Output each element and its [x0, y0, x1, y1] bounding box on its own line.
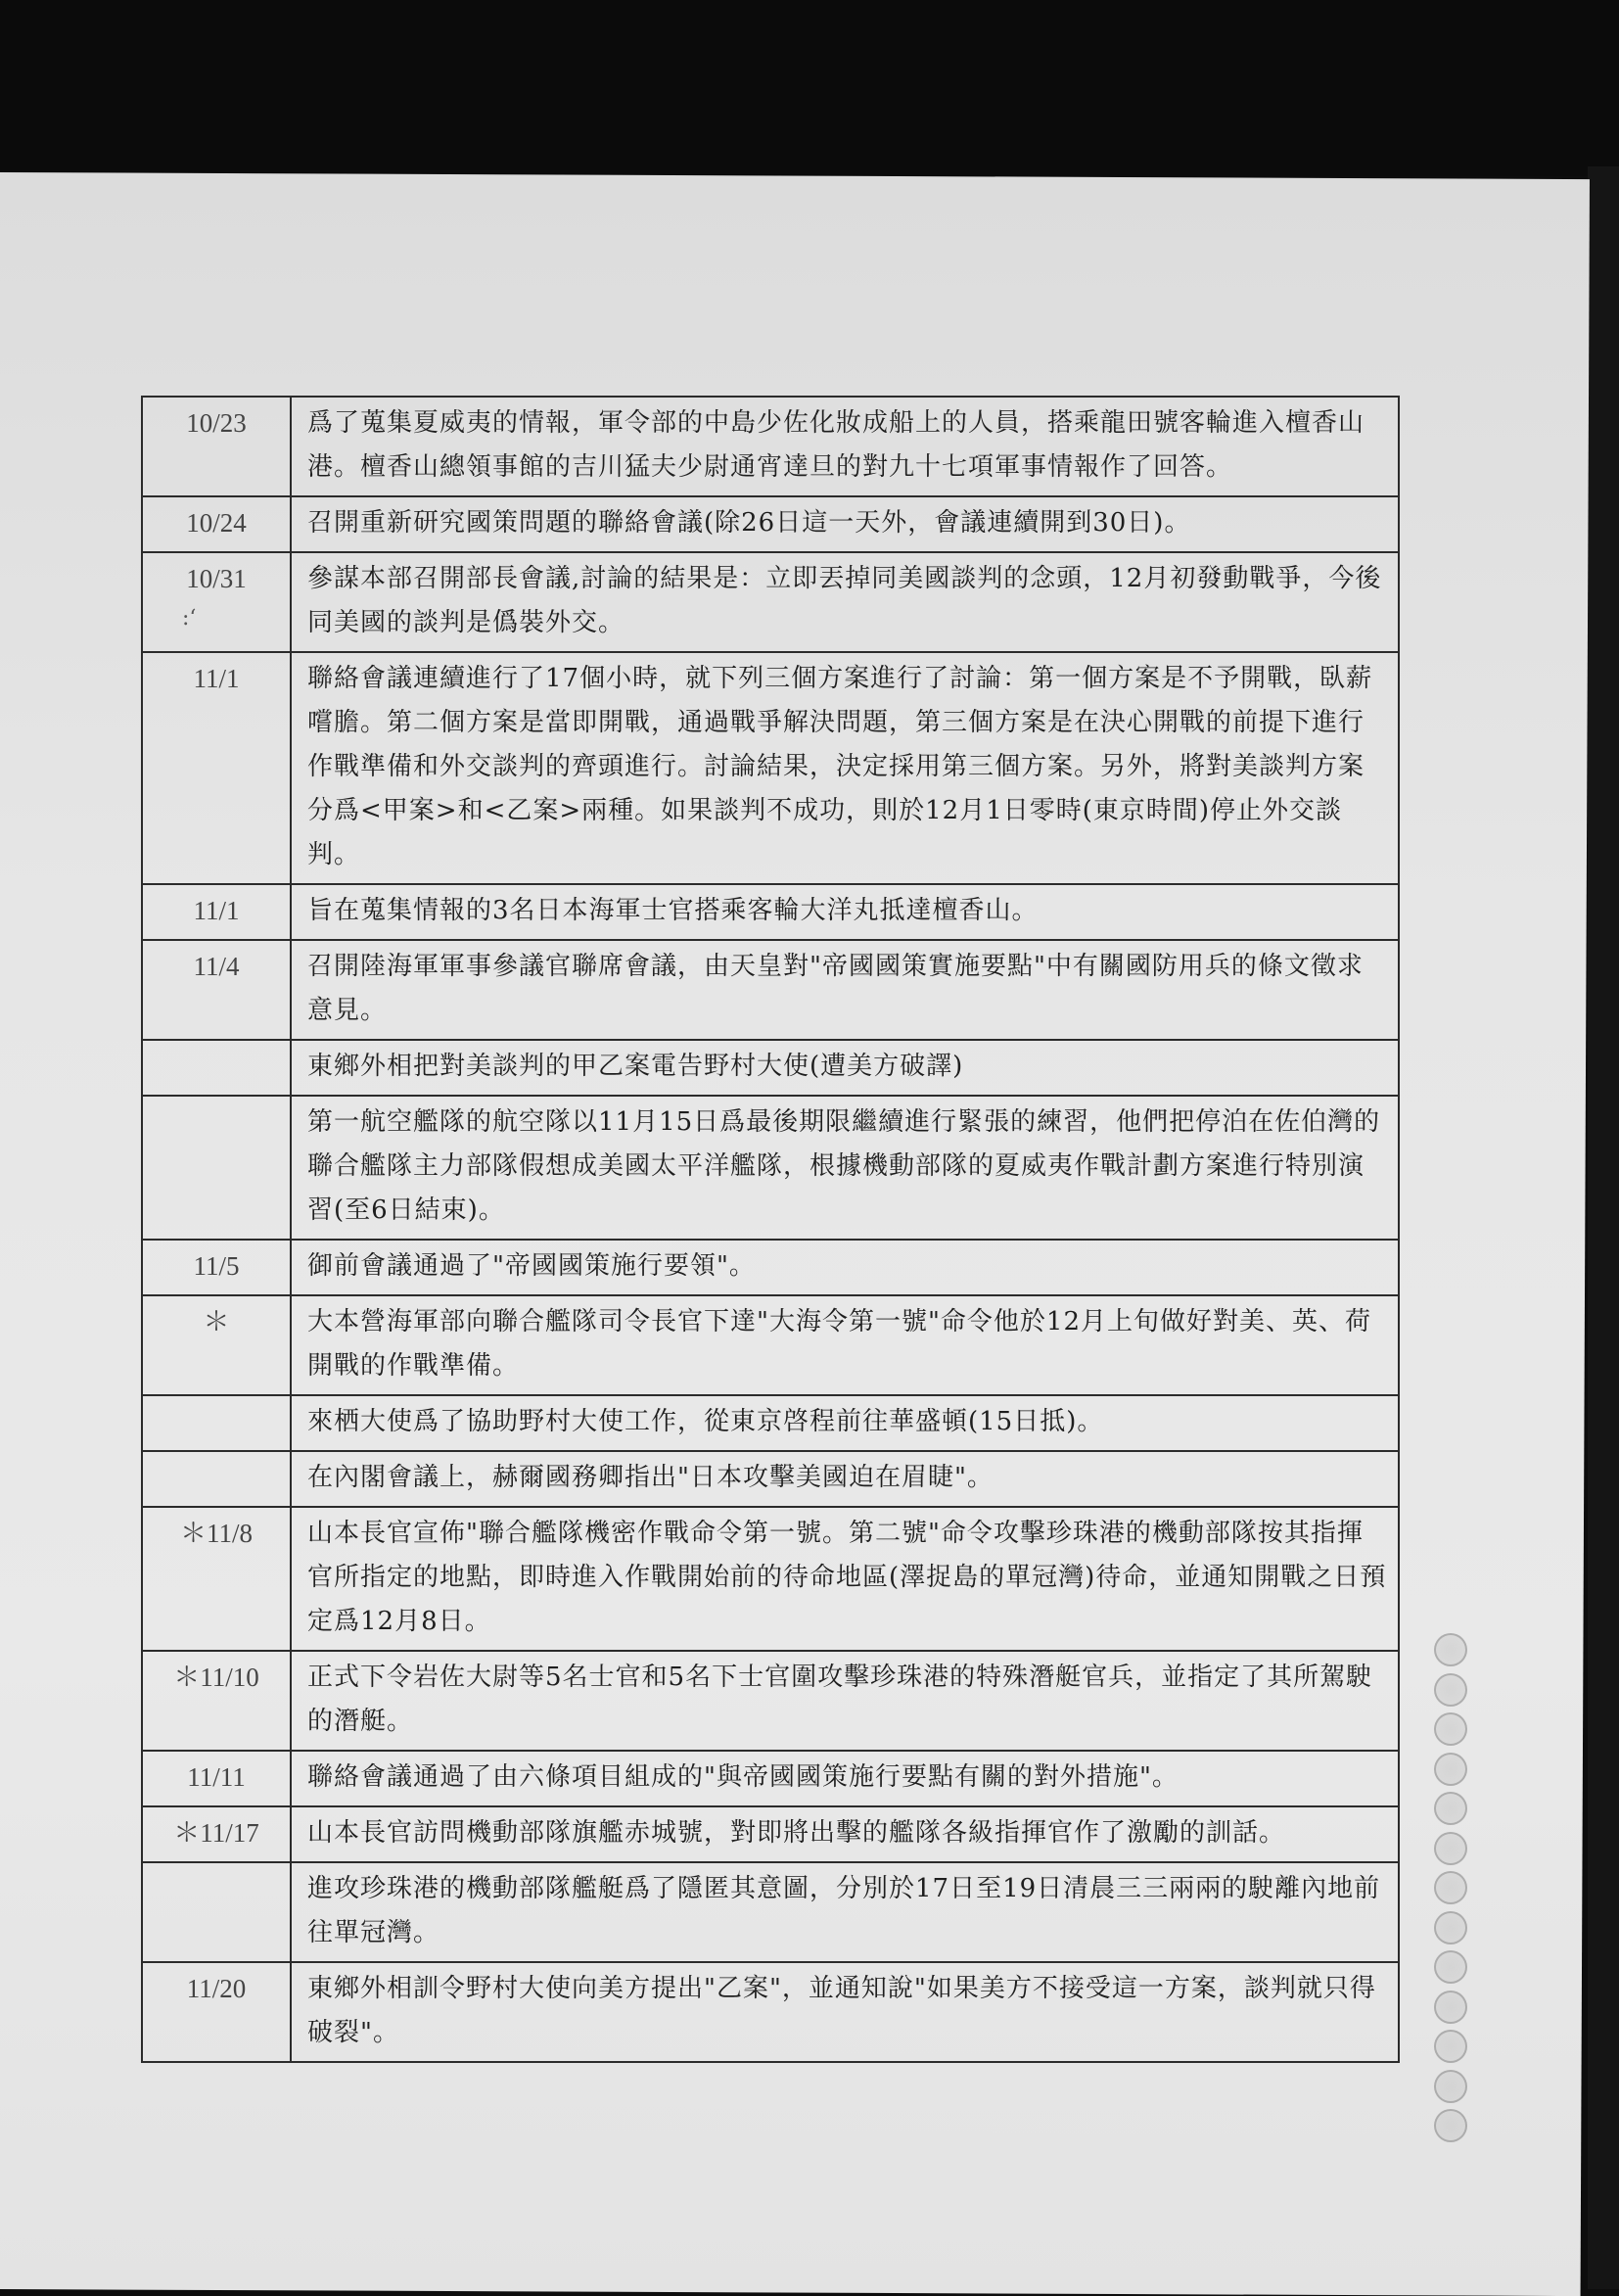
binding-stamp-marks	[1431, 1633, 1470, 2142]
row-date: ＊11/17	[142, 1806, 291, 1862]
row-date: 11/1	[142, 884, 291, 940]
table-row	[142, 940, 1399, 1040]
row-event: 參謀本部召開部長會議,討論的結果是：立即丟掉同美國談判的念頭，12月初發動戰爭，今後同美國的談判是僞裝外交。	[291, 552, 1399, 652]
row-event: 旨在蒐集情報的3名日本海軍士官搭乘客輪大洋丸抵達檀香山。	[291, 884, 1399, 940]
stamp-circle	[1434, 1911, 1467, 1945]
stamp-circle	[1434, 2109, 1467, 2142]
row-date: ＊	[142, 1295, 291, 1395]
scan-border-right	[1588, 166, 1619, 2289]
row-event: 大本營海軍部向聯合艦隊司令長官下達"大海令第一號"命令他於12月上旬做好對美、英、荷開戰的作戰準備。	[291, 1295, 1399, 1395]
stamp-circle	[1434, 1832, 1467, 1865]
row-date	[142, 1040, 291, 1096]
row-date: 11/5	[142, 1240, 291, 1295]
table-row	[142, 1040, 1399, 1096]
stamp-circle	[1434, 2030, 1467, 2063]
row-date: 11/11	[142, 1751, 291, 1806]
row-event: 御前會議通過了"帝國國策施行要領"。	[291, 1240, 1399, 1295]
row-event: 爲了蒐集夏威夷的情報，軍令部的中島少佐化妝成船上的人員，搭乘龍田號客輪進入檀香山港。檀香山總領事館的吉川猛夫少尉通宵達旦的對九十七項軍事情報作了回答。	[291, 397, 1399, 496]
table-row	[142, 496, 1399, 552]
table-row	[142, 1507, 1399, 1651]
row-event: 正式下令岩佐大尉等5名士官和5名下士官圍攻擊珍珠港的特殊潛艇官兵，並指定了其所駕駛的潛艇。	[291, 1651, 1399, 1751]
stamp-circle	[1434, 1673, 1467, 1707]
row-date	[142, 1096, 291, 1240]
row-event: 在內閣會議上，赫爾國務卿指出"日本攻擊美國迫在眉睫"。	[291, 1451, 1399, 1507]
chronology-table	[141, 396, 1400, 2063]
table-row	[142, 1240, 1399, 1295]
table-row	[142, 1962, 1399, 2062]
stamp-circle	[1434, 1712, 1467, 1746]
row-event: 來栖大使爲了協助野村大使工作，從東京啓程前往華盛頓(15日抵)。	[291, 1395, 1399, 1451]
row-event: 聯絡會議連續進行了17個小時，就下列三個方案進行了討論：第一個方案是不予開戰，臥薪嚐膽。第二個方案是當即開戰，通過戰爭解決問題，第三個方案是在決心開戰的前提下進行作戰準備和外交談判的齊頭進行。討論結果，決定採用第三個方案。另外，將對美談判方案分爲<甲案>和<乙案>兩種。如果談判不成功，則於12月1日零時(東京時間)停止外交談判。	[291, 652, 1399, 884]
row-date: ＊11/10	[142, 1651, 291, 1751]
row-event: 第一航空艦隊的航空隊以11月15日爲最後期限繼續進行緊張的練習，他們把停泊在佐伯灣的聯合艦隊主力部隊假想成美國太平洋艦隊，根據機動部隊的夏威夷作戰計劃方案進行特別演習(至6日結束)。	[291, 1096, 1399, 1240]
stamp-circle	[1434, 1950, 1467, 1984]
table-row	[142, 1451, 1399, 1507]
table-row	[142, 1751, 1399, 1806]
row-date	[142, 1451, 291, 1507]
table-row	[142, 884, 1399, 940]
table-row	[142, 1806, 1399, 1862]
row-event: 召開陸海軍軍事參議官聯席會議，由天皇對"帝國國策實施要點"中有關國防用兵的條文徵求意見。	[291, 940, 1399, 1040]
row-date: 10/23	[142, 397, 291, 496]
pencil-mark: :‘	[182, 606, 197, 631]
stamp-circle	[1434, 2070, 1467, 2103]
stamp-circle	[1434, 1871, 1467, 1904]
stamp-circle	[1434, 1753, 1467, 1786]
row-date: 10/24	[142, 496, 291, 552]
table-row	[142, 1862, 1399, 1962]
table-row	[142, 1651, 1399, 1751]
table-row	[142, 652, 1399, 884]
row-event: 山本長官宣佈"聯合艦隊機密作戰命令第一號。第二號"命令攻擊珍珠港的機動部隊按其指揮官所指定的地點，即時進入作戰開始前的待命地區(澤捉島的單冠灣)待命，並通知開戰之日預定爲12月8日。	[291, 1507, 1399, 1651]
scan-border-top	[0, 0, 1619, 176]
table-row	[142, 1395, 1399, 1451]
row-event: 召開重新研究國策問題的聯絡會議(除26日這一天外，會議連續開到30日)。	[291, 496, 1399, 552]
row-date	[142, 1395, 291, 1451]
row-event: 東鄉外相把對美談判的甲乙案電告野村大使(遭美方破譯)	[291, 1040, 1399, 1096]
row-event: 進攻珍珠港的機動部隊艦艇爲了隱匿其意圖，分別於17日至19日清晨三三兩兩的駛離內地前往單冠灣。	[291, 1862, 1399, 1962]
table-row	[142, 397, 1399, 496]
stamp-circle	[1434, 1633, 1467, 1666]
row-date: 11/20	[142, 1962, 291, 2062]
row-event: 聯絡會議通過了由六條項目組成的"與帝國國策施行要點有關的對外措施"。	[291, 1751, 1399, 1806]
row-event: 山本長官訪問機動部隊旗艦赤城號，對即將出擊的艦隊各級指揮官作了激勵的訓話。	[291, 1806, 1399, 1862]
row-date: ＊11/8	[142, 1507, 291, 1651]
stamp-circle	[1434, 1792, 1467, 1825]
row-event: 東鄉外相訓令野村大使向美方提出"乙案"，並通知說"如果美方不接受這一方案，談判就只得破裂"。	[291, 1962, 1399, 2062]
stamp-circle	[1434, 1991, 1467, 2024]
row-date	[142, 1862, 291, 1962]
table-row	[142, 552, 1399, 652]
row-date: 11/1	[142, 652, 291, 884]
table-row	[142, 1096, 1399, 1240]
row-date: 10/31	[142, 552, 291, 652]
row-date: 11/4	[142, 940, 291, 1040]
table-row	[142, 1295, 1399, 1395]
